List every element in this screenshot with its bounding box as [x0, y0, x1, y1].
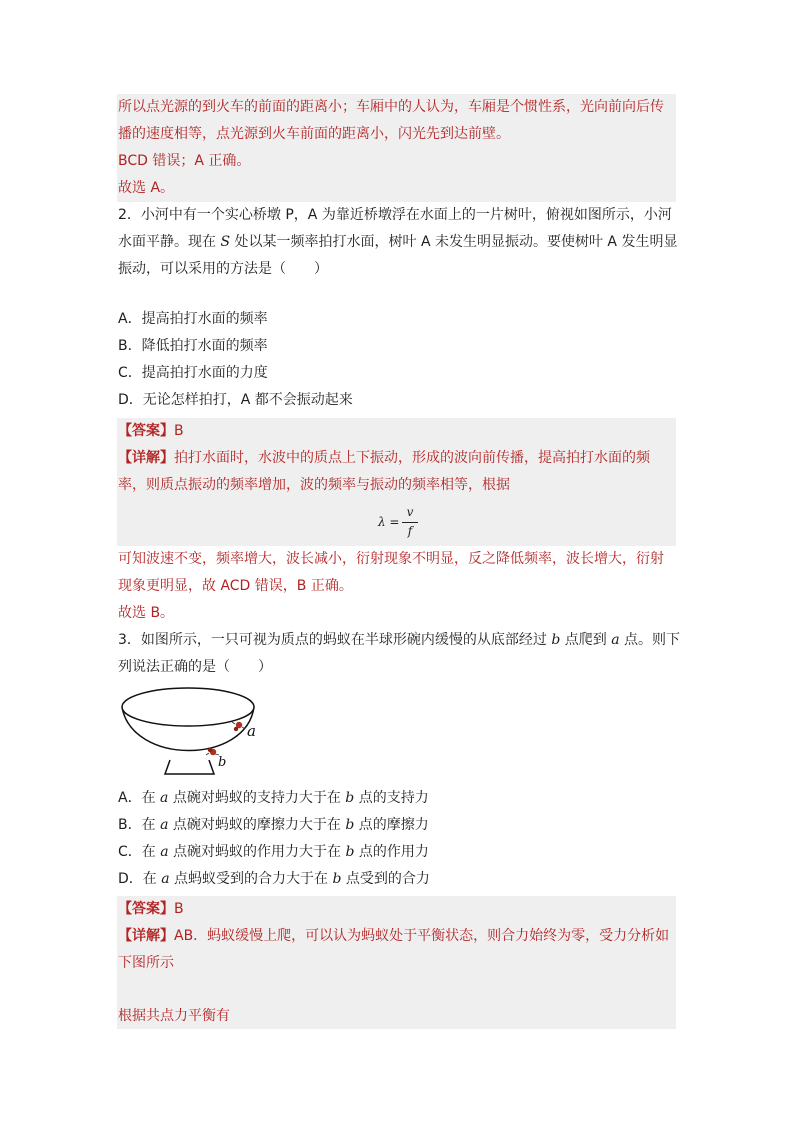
q2-detail: 【详解】拍打水面时，水波中的质点上下振动，形成的波向前传播，提高拍打水面的频	[118, 450, 650, 466]
q2-stem: 振动，可以采用的方法是（ ）	[118, 261, 328, 277]
q3-detail: 根据共点力平衡有	[118, 1008, 230, 1024]
q3-stem: 3．如图所示，一只可视为质点的蚂蚁在半球形碗内缓慢的从底部经过 b 点爬到 a 点。则下	[118, 632, 681, 648]
bowl-rim	[122, 688, 254, 726]
q2-detail: 率，则质点振动的频率增加，波的频率与振动的频率相等，根据	[118, 477, 510, 493]
bowl-stand	[165, 760, 214, 774]
q3-option-d: D．在 a 点蚂蚁受到的合力大于在 b 点受到的合力	[118, 871, 430, 887]
bowl-figure	[118, 685, 268, 780]
prev-solution-line: BCD 错误；A 正确。	[118, 153, 251, 169]
detail-label: 【详解】	[118, 928, 174, 944]
q2-option-a: A．提高拍打水面的频率	[118, 311, 268, 327]
q3-answer	[118, 896, 184, 923]
q2-answer	[118, 418, 184, 445]
answer-value: B	[174, 423, 184, 439]
q3-option-a: A．在 a 点碗对蚂蚁的支持力大于在 b 点的支持力	[118, 790, 429, 806]
q2-option-c: C．提高拍打水面的力度	[118, 365, 268, 381]
q2-conclusion: 故选 B。	[118, 605, 175, 621]
q3-stem: 列说法正确的是（ ）	[118, 659, 272, 675]
q3-detail: 下图所示	[118, 955, 174, 971]
q2-stem: 2．小河中有一个实心桥墩 P，A 为靠近桥墩浮在水面上的一片树叶，俯视如图所示，小河	[118, 207, 672, 223]
q2-option-d: D．无论怎样拍打，A 都不会振动起来	[118, 392, 353, 408]
q2-option-b: B．降低拍打水面的频率	[118, 338, 268, 354]
q2-detail: 可知波速不变，频率增大，波长减小，衍射现象不明显，反之降低频率，波长增大，衍射	[118, 551, 664, 567]
detail-label: 【详解】	[118, 450, 174, 466]
prev-solution-conclusion: 故选 A。	[118, 180, 175, 196]
prev-solution-line: 所以点光源的到火车的前面的距离小；车厢中的人认为，车厢是个惯性系，光向前向后传	[118, 99, 664, 115]
answer-label: 【答案】	[118, 901, 174, 917]
answer-label: 【答案】	[118, 423, 174, 439]
var-s: S	[220, 234, 231, 250]
q2-detail: 现象更明显，故 ACD 错误，B 正确。	[118, 578, 353, 594]
q3-option-c: C．在 a 点碗对蚂蚁的作用力大于在 b 点的作用力	[118, 844, 429, 860]
q3-option-b: B．在 a 点碗对蚂蚁的摩擦力大于在 b 点的摩擦力	[118, 817, 429, 833]
q2-stem: 水面平静。现在 S 处以某一频率拍打水面，树叶 A 未发生明显振动。要使树叶 A 发生明显	[118, 234, 678, 250]
label-a: a	[247, 722, 256, 740]
q3-detail: 【详解】AB．蚂蚁缓慢上爬，可以认为蚂蚁处于平衡状态，则合力始终为零，受力分析如	[118, 928, 670, 944]
wavelength-formula: λ = v f	[378, 505, 438, 541]
label-b: b	[218, 755, 227, 770]
answer-value: B	[174, 901, 184, 917]
prev-solution-line: 播的速度相等，点光源到火车前面的距离小，闪光先到达前壁。	[118, 126, 510, 142]
